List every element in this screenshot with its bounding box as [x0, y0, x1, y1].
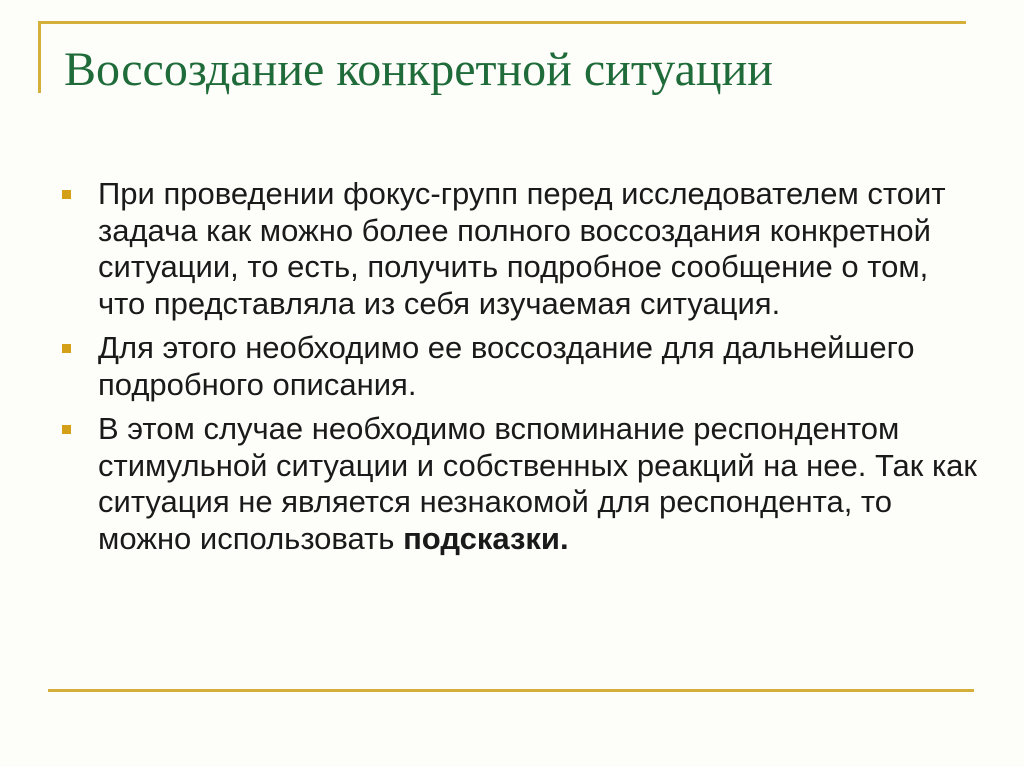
square-bullet-icon	[62, 425, 71, 434]
bottom-rule	[48, 689, 974, 692]
square-bullet-icon	[62, 344, 71, 353]
bullet-bold-text: подсказки.	[403, 520, 569, 556]
bullet-item-2	[60, 330, 980, 403]
bullet-text: В этом случае необходимо вспоминание респондентом стимульной ситуации и собственных реакций на нее. Так как ситуация не является незнакомой для респондента, то можно использовать	[98, 411, 977, 556]
bullet-item-3	[60, 411, 980, 557]
left-rule	[38, 21, 41, 93]
top-rule	[38, 21, 966, 24]
bullet-text: Для этого необходимо ее воссоздание для дальнейшего подробного описания.	[98, 330, 915, 402]
bullet-text: При проведении фокус-групп перед исследователем стоит задача как можно более полного воссоздания конкретной ситуации, то есть, получить подробное сообщение о том, что представляла из себя изучаемая ситуация.	[98, 176, 946, 321]
slide-title: Воссоздание конкретной ситуации	[64, 43, 773, 96]
square-bullet-icon	[62, 190, 71, 199]
bullet-item-1	[60, 176, 980, 322]
bullet-list	[60, 176, 980, 565]
